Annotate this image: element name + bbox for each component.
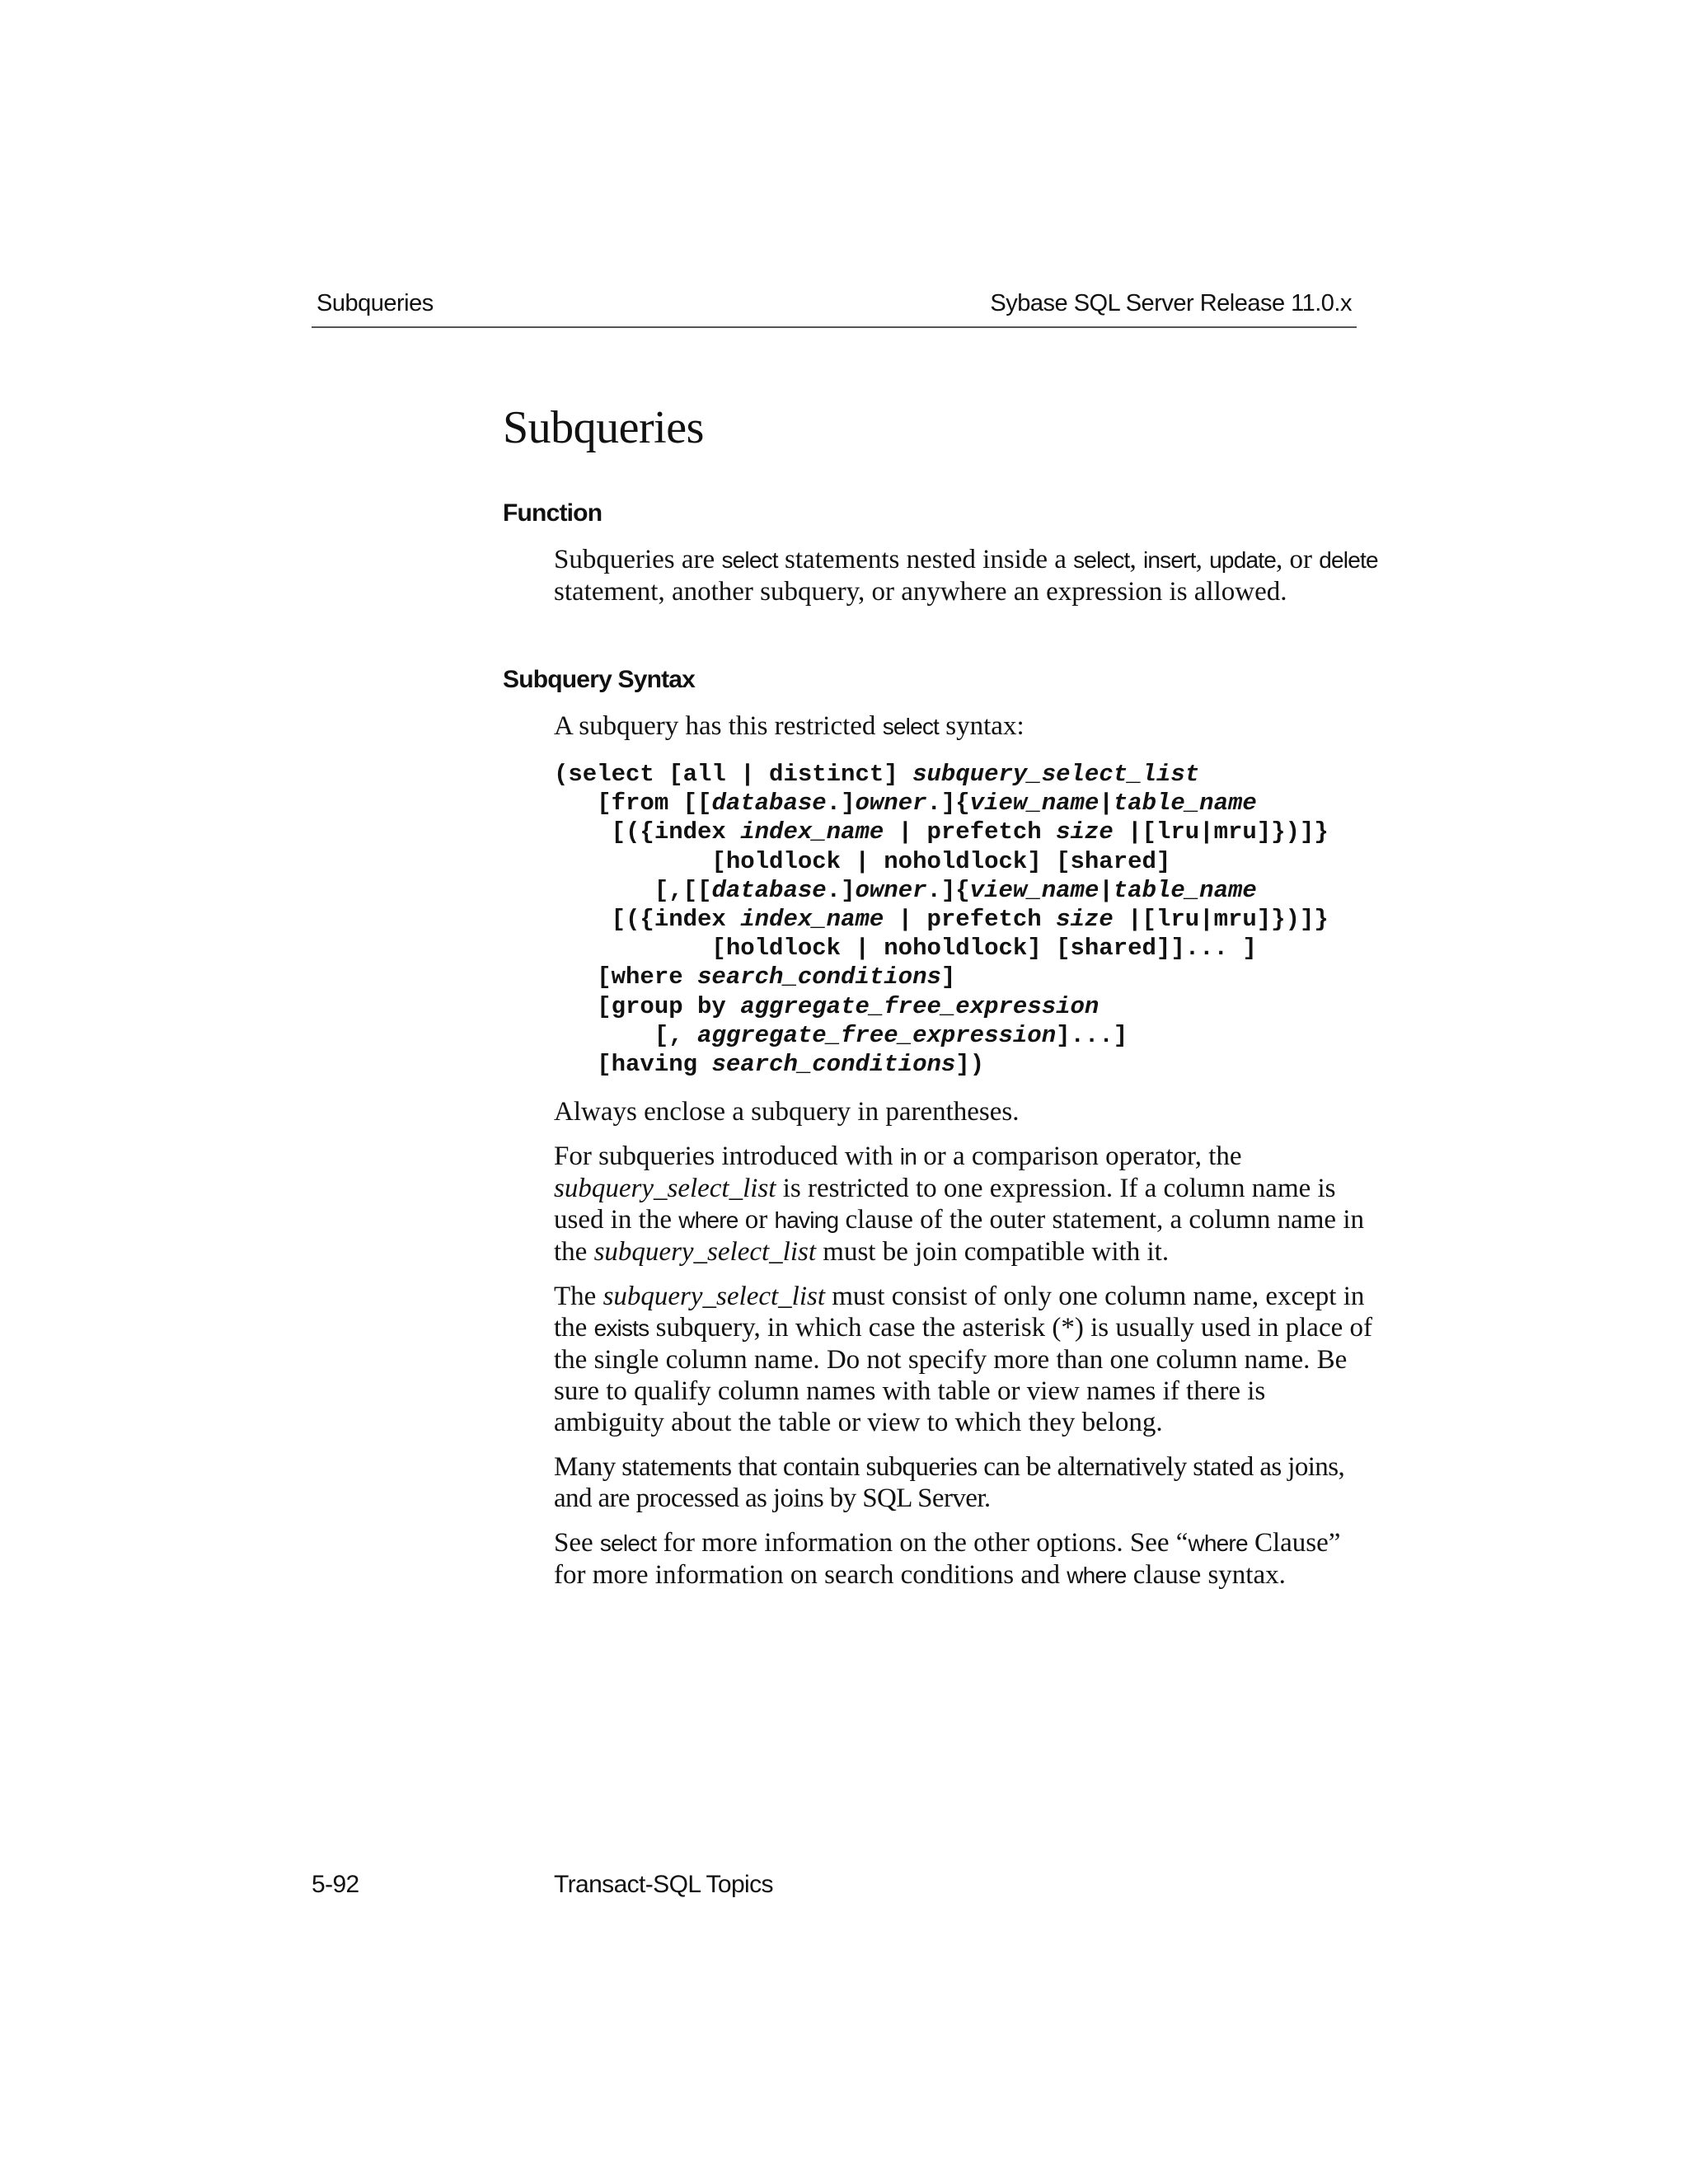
syntax-intro-paragraph: A subquery has this restricted select syntax: [554,711,1025,741]
footer-chapter-title: Transact-SQL Topics [554,1871,773,1898]
code-line: [group by aggregate_free_expression [554,992,1100,1020]
code-line: [, aggregate_free_expression]...] [554,1021,1128,1049]
syntax-body [554,1096,1378,1605]
header-section-name: Subqueries [316,290,434,316]
code-line: [holdlock | noholdlock] [shared]]... ] [554,935,1257,963]
code-line: [({index index_name | prefetch size |[lru|mru]})]} [554,906,1329,934]
code-line: [({index index_name | prefetch size |[lru|mru]})]} [554,818,1329,846]
paragraph-joins: Many statements that contain subqueries can be alternatively stated as joins, and are processed as joins by SQL Server. [554,1452,1345,1513]
syntax-code-block [554,760,1329,1079]
running-header [312,290,1357,328]
code-line: [having search_conditions]) [554,1051,985,1079]
page-number: 5-92 [312,1871,359,1898]
code-line: [,[[database.]owner.]{view_name|table_name [554,876,1257,904]
function-paragraph: Subqueries are select statements nested inside a select, insert, update, or delete statement, another subquery, or anywhere an expression is allowed. [554,545,1378,607]
paragraph-one-column: The subquery_select_list must consist of only one column name, except in the exists subquery, in which case the asterisk (*) is usually used in place of the single column name. Do not specify more than one column name. Be sure to qualify column names with table or view names if there is ambiguity about the table or view to which they belong. [554,1282,1372,1437]
subquery-syntax-heading: Subquery Syntax [503,666,696,693]
function-body [554,544,1378,621]
paragraph-see-also: See select for more information on the other options. See “where Clause” for more information on search conditions and where clause syntax. [554,1528,1341,1590]
header-product-release: Sybase SQL Server Release 11.0.x [990,290,1352,316]
paragraph-parentheses: Always enclose a subquery in parentheses. [554,1097,1020,1127]
code-line: (select [all | distinct] subquery_select_list [554,761,1200,788]
code-line: [holdlock | noholdlock] [shared] [554,847,1171,875]
page-title: Subqueries [503,402,704,453]
function-heading: Function [503,499,603,527]
syntax-intro [554,710,1378,756]
code-line: [where search_conditions] [554,963,956,991]
paragraph-select-list-restriction: For subqueries introduced with in or a comparison operator, the subquery_select_list is restricted to one expression. If a column name is used in the where or having clause of the outer statement, a column name in the subquery_select_list must be join compatible with it. [554,1141,1364,1267]
code-line: [from [[database.]owner.]{view_name|table_name [554,790,1257,818]
